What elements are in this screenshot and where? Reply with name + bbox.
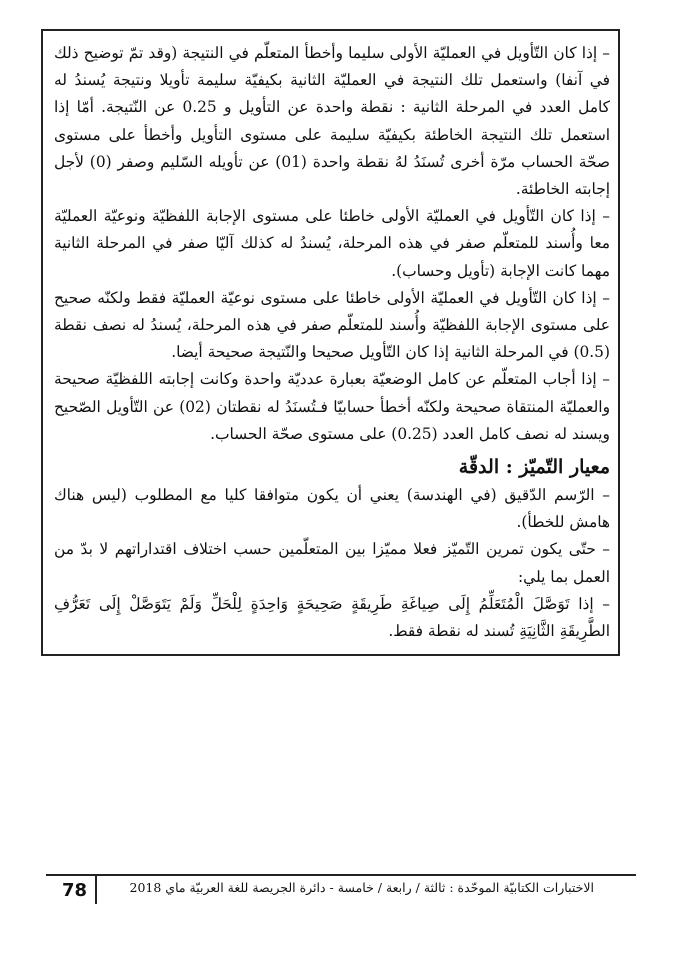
document-body — [54, 40, 610, 645]
criterion-heading: معيار التّميّز : الدقّة — [458, 456, 610, 479]
footer-rule — [46, 874, 636, 876]
paragraph-2: – إذا كان التّأويل في العمليّة الأولى خاطئا على مستوى الإجابة اللفظيّة ونوعيّة العمليّة معا وأُسند للمتعلّم صفر في هذه المرحلة، يُسندُ له كذلك آليّا صفر في المرحلة الثانية مهما كانت الإجابة (تأويل وحساب). — [54, 207, 610, 280]
footer-text: الاختبارات الكتابيّة الموحّدة : ثالثة / رابعة / خامسة - دائرة الجريصة للغة العربيّة ماي 2018 — [129, 880, 594, 895]
page-number: 78 — [62, 880, 88, 901]
paragraph-3: – إذا كان التّأويل في العمليّة الأولى خاطئا على مستوى نوعيّة العمليّة فقط ولكنّه صحيح على مستوى الإجابة اللفظيّة وأُسند للمتعلّم صفر في هذه المرحلة، يُسندُ له نصف نقطة (0.5) في المرحلة الثانية إذا كان التّأويل صحيحا والنّتيجة صحيحة أيضا. — [54, 288, 610, 362]
paragraph-1: – إذا كان التّأويل في العمليّة الأولى سليما وأخطأ المتعلّم في النتيجة (وقد تمّ توضيح ذلك في آنفا) واستعمل تلك النتيجة في العمليّة الثانية بكيفيّة سليمة تأويلا ونتيجة يُسندُ له كامل العدد في المرحلة الثانية : نقطة واحدة عن التأويل و 0.25 عن النّتيجة. أمّا إذا استعمل تلك النتيجة الخاطئة بكيفيّة سليمة على مستوى التأويل وأخطأ على مستوى صحّة الحساب مرّة أخرى تُسنَدُ لهُ نقطة واحدة (01) عن تأويله السّليم وصفر (0) لأجل إجابته الخاطئة. — [54, 44, 610, 199]
paragraph-4: – إذا أجاب المتعلّم عن كامل الوضعيّة بعبارة عدديّة واحدة وكانت إجابته اللفظيّة صحيحة والعمليّة المنتقاة صحيحة ولكنّه أخطأ حسابيّا فـتُسنَدُ له نقطتان (02) عن التّأويل الصّحيح ويسند له نصف كامل العدد (0.25) على مستوى صحّة الحساب. — [54, 370, 610, 443]
footer-divider — [95, 876, 97, 904]
criterion-item-1: – الرّسم الدّقيق (في الهندسة) يعني أن يكون متوافقا كليا مع المطلوب (ليس هناك هامش للخطأ). — [54, 486, 610, 532]
criterion-item-3: – إذا تَوَصَّلَ الْمُتَعَلِّمُ إِلَى صِياغَةِ طَرِيقَةٍ صَحِيحَةٍ وَاحِدَةٍ لِلْحَلِّ وَلَمْ يَتَوَصَّلْ إِلَى تَعَرُّفِ الطَّرِيقَةِ الثَّانِيَةِ تُسند له نقطة فقط. — [54, 594, 610, 641]
criterion-item-2: – حتّى يكون تمرين التّميّز فعلا مميّزا بين المتعلّمين حسب اختلاف اقتداراتهم لا بدّ من العمل بما يلي: — [54, 540, 610, 586]
